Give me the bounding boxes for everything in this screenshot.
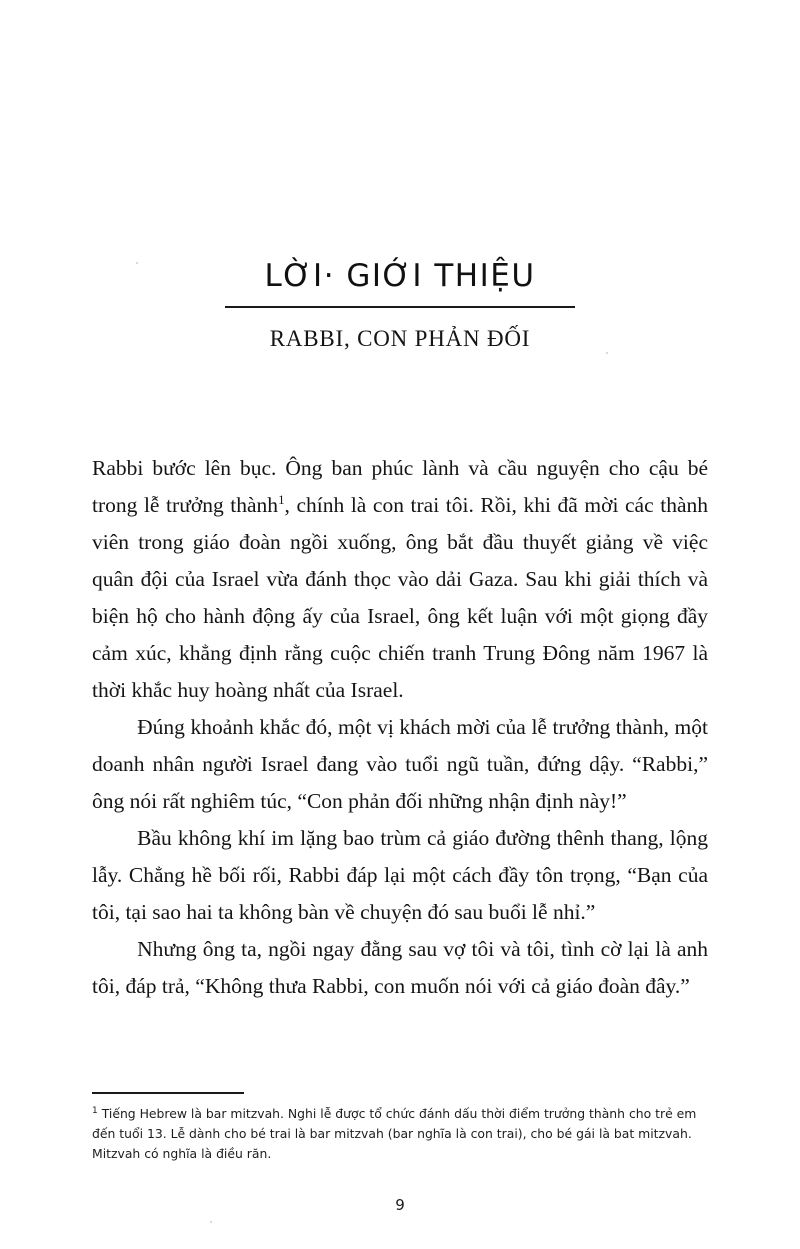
scan-speck (136, 262, 138, 264)
paragraph-text: Rabbi bước lên bục. Ông ban phúc lành và cầu nguyện cho cậu bé trong lễ trưởng thành$^1$, chính là con trai tôi. Rồi, khi đã mời các thành viên trong giáo đoàn ngồi xuống, ông bắt đầu thuyết giảng về việc quân đội của Israel vừa đánh thọc vào dải Gaza. Sau khi giải thích và biện hộ cho hành động ấy của Israel, ông kết luận với một giọng đầy cảm xúc, khẳng định rằng cuộc chiến tranh Trung Đông năm 1967 là thời khắc huy hoàng nhất của Israel. (92, 456, 708, 702)
paragraph (92, 820, 708, 931)
body-text (92, 450, 708, 1005)
footnote-text: Tiếng Hebrew là bar mitzvah. Nghi lễ được tổ chức đánh dấu thời điểm trưởng thành cho trẻ em đến tuổi 13. Lễ dành cho bé trai là bar mitzvah (bar nghĩa là con trai), cho bé gái là bat mitzvah. Mitzvah có nghĩa là điều răn. (92, 1106, 697, 1162)
paragraph-text: Bầu không khí im lặng bao trùm cả giáo đường thênh thang, lộng lẫy. Chẳng hề bối rối, Rabbi đáp lại một cách đầy tôn trọng, “Bạn của tôi, tại sao hai ta không bàn về chuyện đó sau buổi lễ nhỉ.” (92, 825, 708, 924)
paragraph-text: Nhưng ông ta, ngồi ngay đằng sau vợ tôi và tôi, tình cờ lại là anh tôi, đáp trả, “Không thưa Rabbi, con muốn nói với cả giáo đoàn đây.” (92, 936, 708, 998)
scan-speck (606, 352, 608, 354)
paragraph (92, 709, 708, 820)
paragraph (92, 931, 708, 1005)
paragraph-text: Đúng khoảnh khắc đó, một vị khách mời của lễ trưởng thành, một doanh nhân người Israel đang vào tuổi ngũ tuần, đứng dậy. “Rabbi,” ông nói rất nghiêm túc, “Con phản đối những nhận định này!” (92, 714, 708, 813)
footnote-section (92, 1092, 708, 1164)
page-number: 9 (395, 1196, 405, 1214)
heading-divider (225, 306, 575, 308)
chapter-label: LỜI· GIỚI THIỆU (264, 258, 536, 294)
scan-speck (210, 1221, 212, 1223)
paragraph (92, 450, 708, 709)
chapter-title: RABBI, CON PHẢN ĐỐI (269, 326, 531, 351)
footnote-marker: 1 (92, 1105, 98, 1116)
footnote-divider (92, 1092, 244, 1094)
chapter-heading (0, 258, 800, 352)
footnote (92, 1104, 708, 1164)
footnote-reference: 1 (278, 492, 285, 507)
